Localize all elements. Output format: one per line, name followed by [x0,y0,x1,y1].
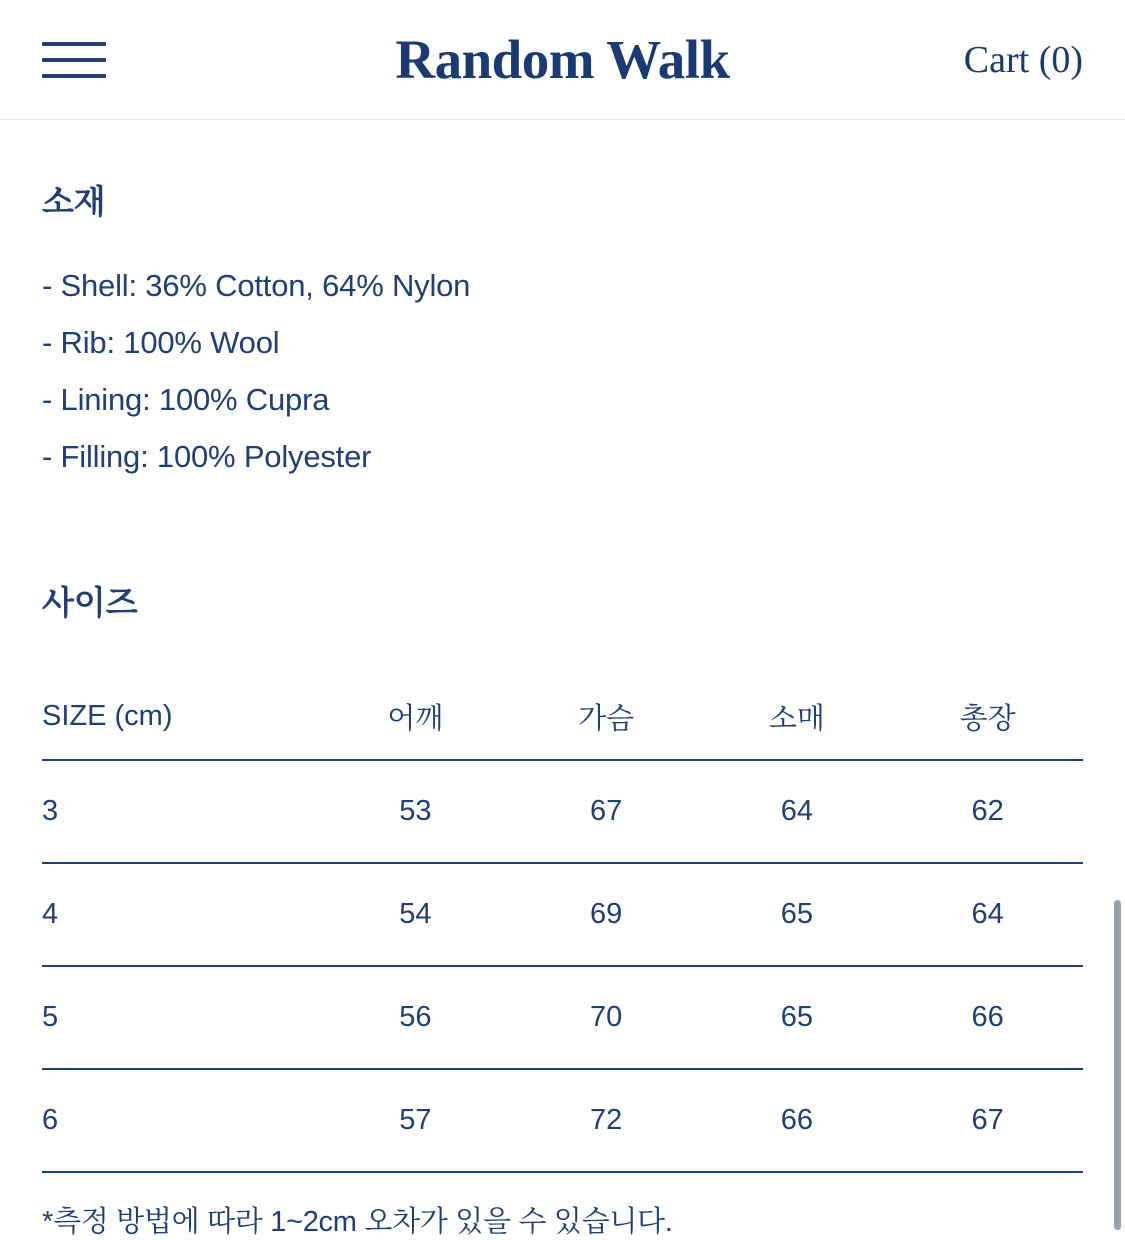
table-row [42,760,1083,863]
site-logo: Random Walk [395,29,730,90]
cell-chest: 72 [511,1069,702,1172]
column-header-sleeve: 소매 [702,674,893,760]
cell-sleeve: 65 [702,966,893,1069]
cell-chest: 67 [511,760,702,863]
hamburger-line [42,42,106,46]
product-details [0,120,1125,1240]
cell-size: 6 [42,1069,320,1172]
hamburger-line [42,74,106,78]
hamburger-menu-icon[interactable] [42,36,106,84]
material-line: - Filling: 100% Polyester [42,439,372,474]
cell-size: 3 [42,760,320,863]
cell-sleeve: 64 [702,760,893,863]
page-scrollbar[interactable] [1114,900,1121,1230]
cell-chest: 70 [511,966,702,1069]
cart-link[interactable]: Cart (0) [963,38,1083,81]
cell-sleeve: 66 [702,1069,893,1172]
column-header-length: 총장 [892,674,1083,760]
scrollbar-thumb[interactable] [1114,900,1121,1230]
cell-length: 64 [892,863,1083,966]
table-row [42,863,1083,966]
material-line: - Lining: 100% Cupra [42,382,330,417]
cell-chest: 69 [511,863,702,966]
cell-shoulder: 54 [320,863,511,966]
size-section-title: 사이즈 [42,584,138,621]
cell-length: 62 [892,760,1083,863]
material-line: - Shell: 36% Cotton, 64% Nylon [42,268,471,303]
measurement-note: *측정 방법에 따라 1~2cm 오차가 있을 수 있습니다. [42,1206,673,1238]
cell-shoulder: 53 [320,760,511,863]
cell-shoulder: 57 [320,1069,511,1172]
cell-size: 4 [42,863,320,966]
size-chart-table [42,674,1083,1173]
material-line: - Rib: 100% Wool [42,325,280,360]
table-row [42,966,1083,1069]
table-row [42,1069,1083,1172]
cell-size: 5 [42,966,320,1069]
column-header-shoulder: 어깨 [320,674,511,760]
cell-sleeve: 65 [702,863,893,966]
hamburger-line [42,58,106,62]
cell-length: 67 [892,1069,1083,1172]
table-header-row [42,674,1083,760]
site-header [0,0,1125,120]
material-section-title: 소재 [42,183,106,220]
column-header-size: SIZE (cm) [42,674,320,760]
column-header-chest: 가슴 [511,674,702,760]
cell-shoulder: 56 [320,966,511,1069]
cell-length: 66 [892,966,1083,1069]
